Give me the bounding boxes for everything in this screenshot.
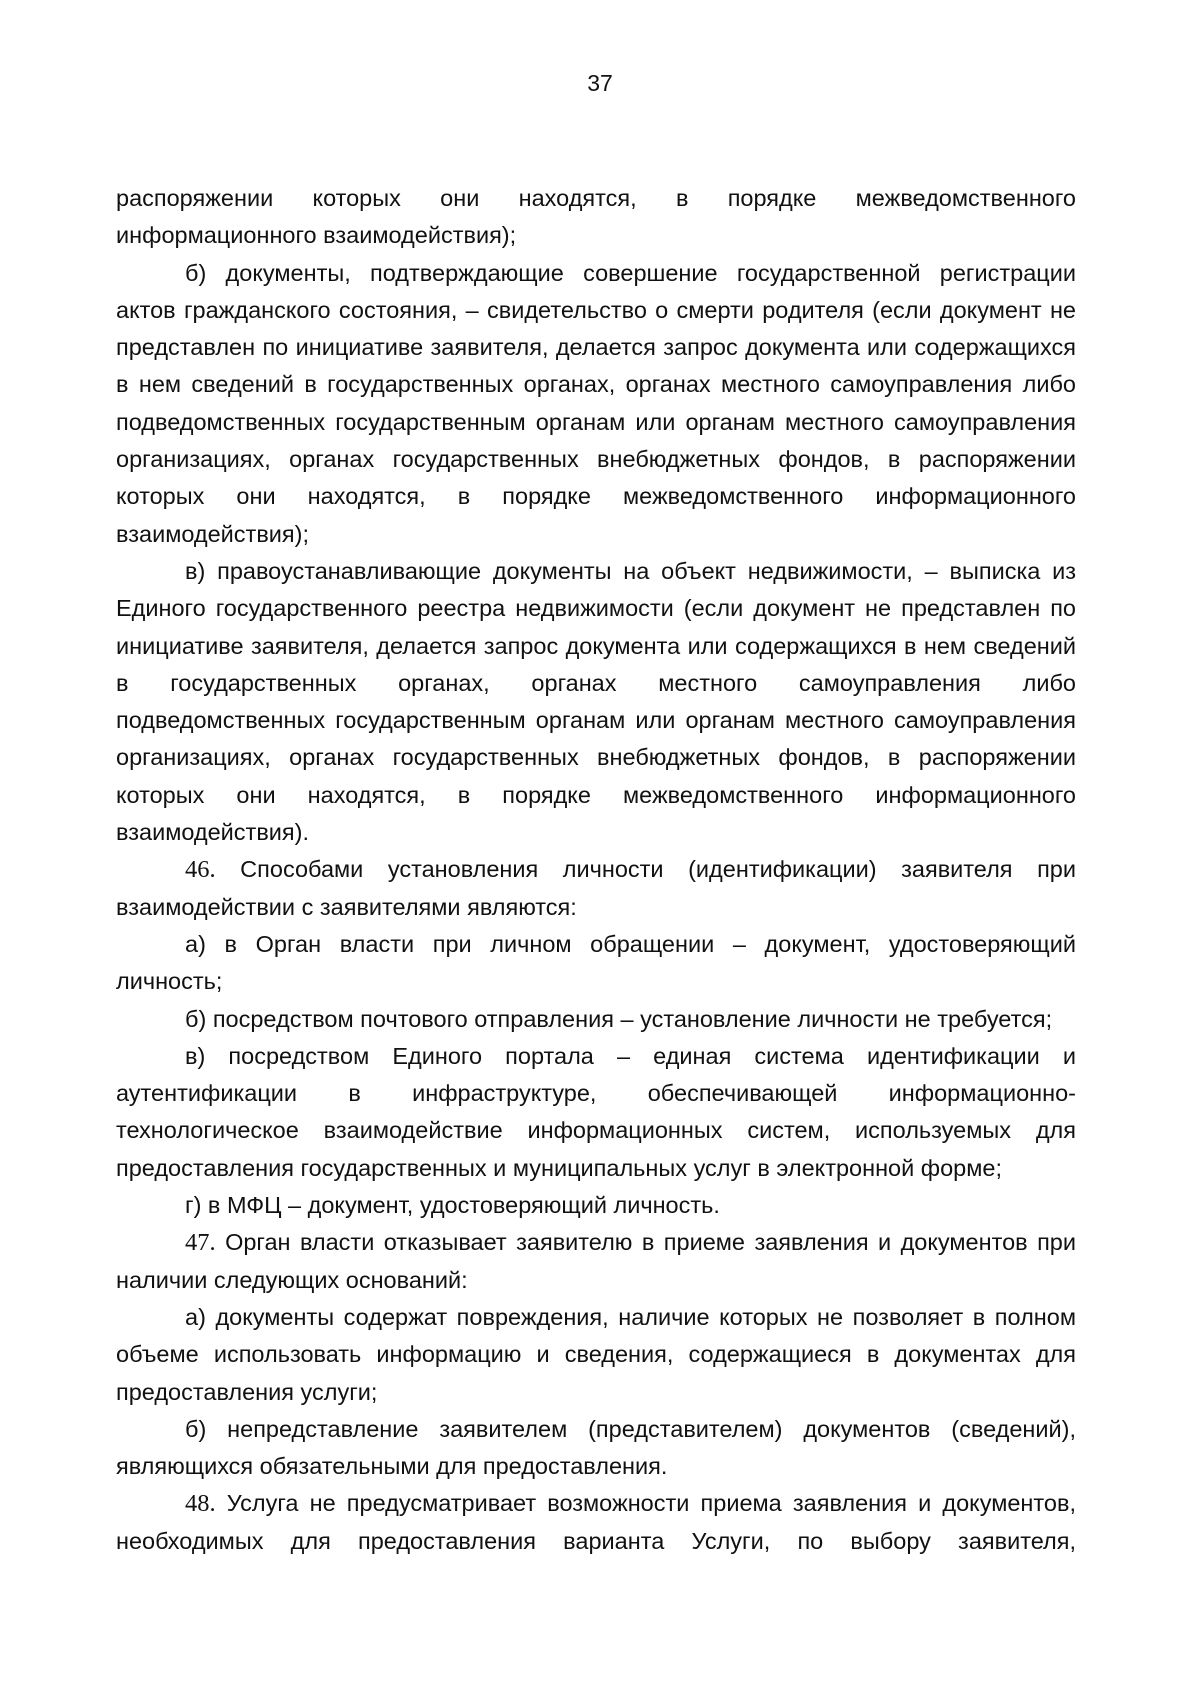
page-number: 37 <box>587 70 613 96</box>
document-body <box>116 180 1076 1560</box>
item-number: 47. <box>185 1229 216 1257</box>
paragraph-item-48 <box>116 1485 1076 1560</box>
paragraph-continuation: распоряжении которых они находятся, в порядке межведомственного информационного взаимодействия); <box>116 185 1076 249</box>
paragraph-subitem-v: в) посредством Единого портала – единая система идентификации и аутентификации в инфраструктуре, обеспечивающей информационно-технологическое взаимодействие информационных систем, используемых для предоставления государственных и муниципальных услуг в электронной форме; <box>116 1042 1076 1181</box>
item-text: Орган власти отказывает заявителю в приеме заявления и документов при наличии следующих оснований: <box>116 1229 1076 1293</box>
paragraph-item-47 <box>116 1224 1076 1299</box>
item-number: 48. <box>185 1490 216 1518</box>
item-text: Услуга не предусматривает возможности приема заявления и документов, необходимых для предоставления варианта Услуги, по выбору заявителя, <box>116 1490 1076 1554</box>
paragraph-subitem-g: г) в МФЦ – документ, удостоверяющий личность. <box>185 1192 720 1219</box>
item-number: 46. <box>185 856 216 884</box>
paragraph-item-46 <box>116 851 1076 926</box>
paragraph-subitem-v: в) правоустанавливающие документы на объект недвижимости, – выписка из Единого государственного реестра недвижимости (если документ не представлен по инициативе заявителя, делается запрос документа или содержащихся в нем сведений в государственных органах, органах местного самоуправления либо подведомственных государственным органам или органам местного самоуправления организациях, органах государственных внебюджетных фондов, в распоряжении которых они находятся, в порядке межведомственного информационного взаимодействия). <box>116 557 1076 846</box>
paragraph-subitem-b: б) посредством почтового отправления – установление личности не требуется; <box>185 1005 1053 1032</box>
paragraph-subitem-b: б) непредставление заявителем (представителем) документов (сведений), являющихся обязательными для предоставления. <box>116 1415 1076 1480</box>
paragraph-subitem-a: а) документы содержат повреждения, наличие которых не позволяет в полном объеме использовать информацию и сведения, содержащиеся в документах для предоставления услуги; <box>116 1303 1076 1405</box>
paragraph-subitem-b: б) документы, подтверждающие совершение государственной регистрации актов гражданского состояния, – свидетельство о смерти родителя (если документ не представлен по инициативе заявителя, делается запрос документа или содержащихся в нем сведений в государственных органах, органах местного самоуправления либо подведомственных государственным органам или органам местного самоуправления организациях, органах государственных внебюджетных фондов, в распоряжении которых они находятся, в порядке межведомственного информационного взаимодействия); <box>116 259 1076 547</box>
item-text: Способами установления личности (идентификации) заявителя при взаимодействии с заявителями являются: <box>116 856 1076 920</box>
paragraph-subitem-a: а) в Орган власти при личном обращении – документ, удостоверяющий личность; <box>116 930 1076 995</box>
